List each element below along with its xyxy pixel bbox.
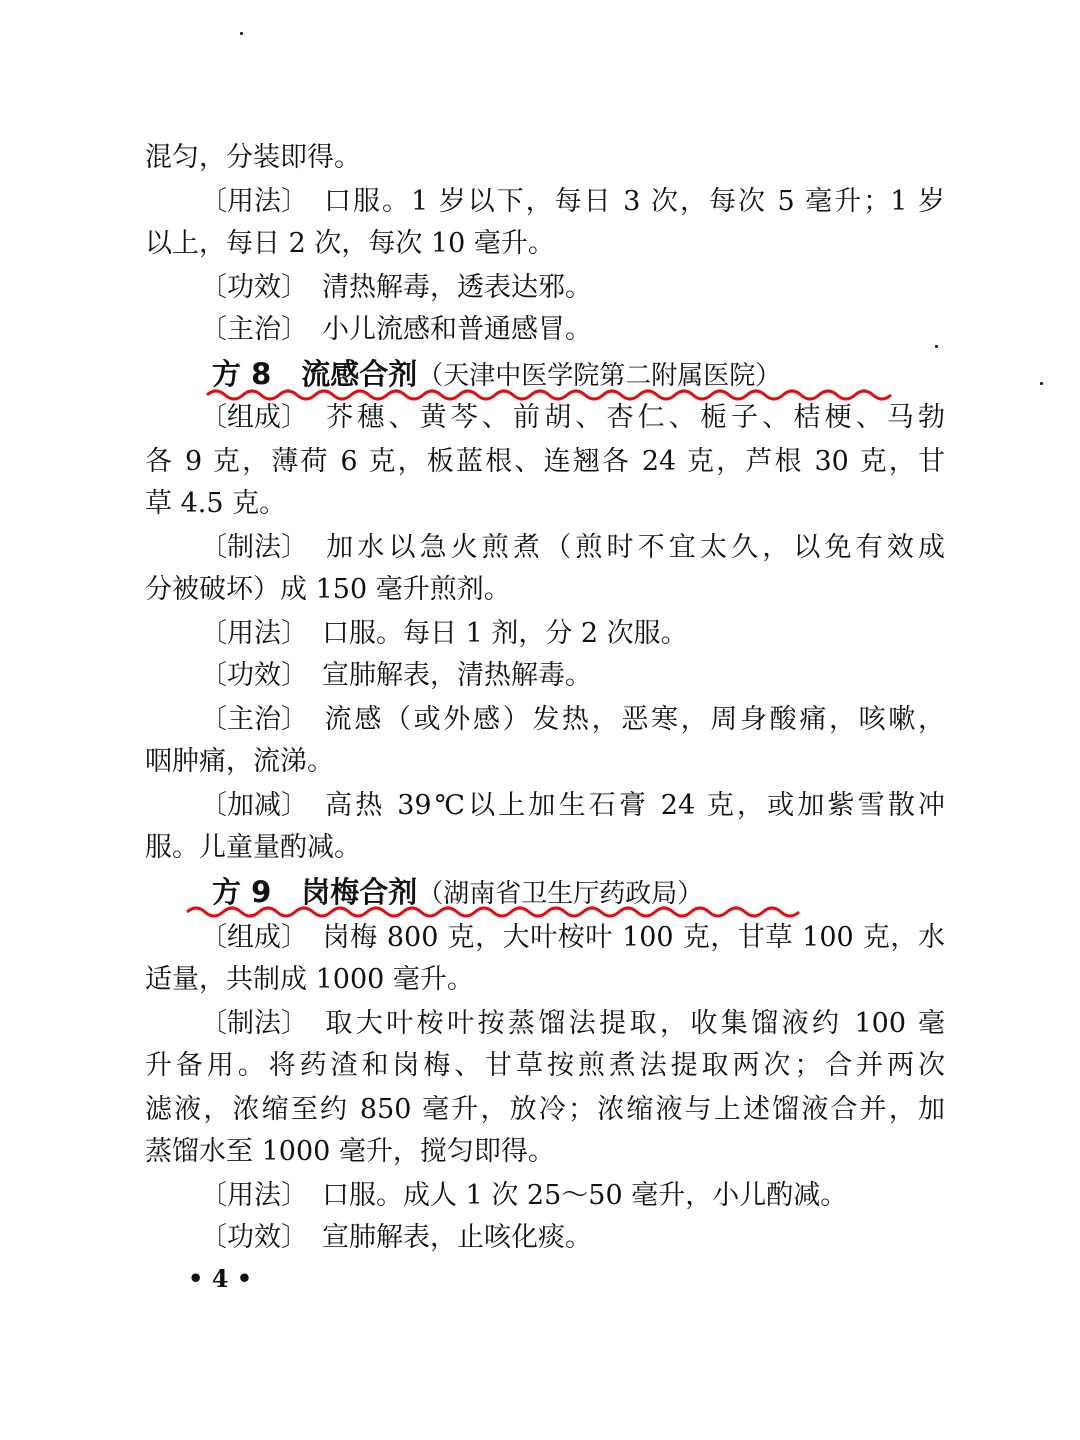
modification-text: 高热 39℃以上加生石膏 24 克，或加紫雪散冲 bbox=[322, 790, 945, 821]
section-label-indication: 〔主治〕 bbox=[200, 314, 308, 345]
text-line: 蒸馏水至 1000 毫升，搅匀即得。 bbox=[145, 1136, 555, 1167]
text-line bbox=[200, 614, 945, 654]
scan-speck bbox=[1040, 382, 1043, 385]
text-line: 滤液，浓缩至约 850 毫升，放冷；浓缩液与上述馏液合并，加 bbox=[145, 1094, 945, 1125]
section-label-indication: 〔主治〕 bbox=[200, 704, 308, 735]
section-label-preparation: 〔制法〕 bbox=[200, 532, 308, 563]
preparation-text: 取大叶桉叶按蒸馏法提取，收集馏液约 100 毫 bbox=[322, 1008, 945, 1039]
section-label-usage: 〔用法〕 bbox=[200, 186, 308, 217]
text-line bbox=[200, 700, 945, 740]
text-line: 咽肿痛，流涕。 bbox=[145, 746, 334, 777]
usage-text: 口服。每日 1 剂，分 2 次服。 bbox=[322, 618, 688, 649]
formula-number: 方 8 bbox=[212, 357, 272, 391]
page-number: • 4 • bbox=[188, 1264, 253, 1293]
scan-speck bbox=[240, 32, 243, 35]
text-line: 升备用。将药渣和岗梅、甘草按煎煮法提取两次；合并两次 bbox=[145, 1050, 945, 1081]
section-label-preparation: 〔制法〕 bbox=[200, 1008, 308, 1039]
text-line bbox=[200, 1004, 945, 1044]
formula-name: 流感合剂 bbox=[301, 357, 418, 391]
section-label-effect: 〔功效〕 bbox=[200, 1222, 308, 1253]
effect-text: 宣肺解表，止咳化痰。 bbox=[322, 1222, 592, 1253]
text-line: 服。儿童量酌减。 bbox=[145, 832, 361, 863]
section-label-effect: 〔功效〕 bbox=[200, 272, 308, 303]
text-line: 草 4.5 克。 bbox=[145, 488, 287, 519]
preparation-text: 加水以急火煎煮（煎时不宜太久，以免有效成 bbox=[322, 532, 945, 563]
section-label-usage: 〔用法〕 bbox=[200, 618, 308, 649]
section-label-modification: 〔加减〕 bbox=[200, 790, 308, 821]
effect-text: 宣肺解表，清热解毒。 bbox=[322, 660, 592, 691]
text-line: 以上，每日 2 次，每次 10 毫升。 bbox=[145, 228, 555, 259]
text-line: 混匀，分装即得。 bbox=[145, 142, 361, 173]
formula-number: 方 9 bbox=[212, 875, 272, 909]
text-line: 适量，共制成 1000 毫升。 bbox=[145, 964, 474, 995]
text-line: 各 9 克，薄荷 6 克，板蓝根、连翘各 24 克，芦根 30 克，甘 bbox=[145, 446, 945, 477]
formula-source: （湖南省卫生厅药政局） bbox=[417, 879, 704, 909]
formula-name: 岗梅合剂 bbox=[301, 875, 418, 909]
text-line bbox=[200, 1176, 945, 1216]
usage-text: 口服。成人 1 次 25～50 毫升，小儿酌减。 bbox=[322, 1180, 848, 1211]
section-label-usage: 〔用法〕 bbox=[200, 1180, 308, 1211]
formula-source: （天津中医学院第二附属医院） bbox=[417, 361, 782, 391]
effect-text: 清热解毒，透表达邪。 bbox=[322, 272, 592, 303]
text-line bbox=[200, 1218, 945, 1258]
text-line bbox=[200, 786, 945, 826]
composition-text: 芥穗、黄芩、前胡、杏仁、栀子、桔梗、马勃 bbox=[322, 402, 945, 433]
section-label-composition: 〔组成〕 bbox=[200, 922, 308, 953]
text-line bbox=[200, 310, 945, 350]
composition-text: 岗梅 800 克，大叶桉叶 100 克，甘草 100 克，水 bbox=[322, 922, 945, 953]
text-line bbox=[200, 656, 945, 696]
text-line bbox=[200, 528, 945, 568]
section-label-effect: 〔功效〕 bbox=[200, 660, 308, 691]
usage-text: 口服。1 岁以下，每日 3 次，每次 5 毫升；1 岁 bbox=[322, 186, 945, 217]
text-line bbox=[200, 182, 945, 222]
indication-text: 小儿流感和普通感冒。 bbox=[322, 314, 592, 345]
indication-text: 流感（或外感）发热，恶寒，周身酸痛，咳嗽， bbox=[322, 704, 945, 735]
text-line: 分被破坏）成 150 毫升煎剂。 bbox=[145, 574, 511, 605]
section-label-composition: 〔组成〕 bbox=[200, 402, 308, 433]
text-line bbox=[200, 918, 945, 958]
text-line bbox=[200, 398, 945, 438]
text-line bbox=[200, 268, 945, 308]
